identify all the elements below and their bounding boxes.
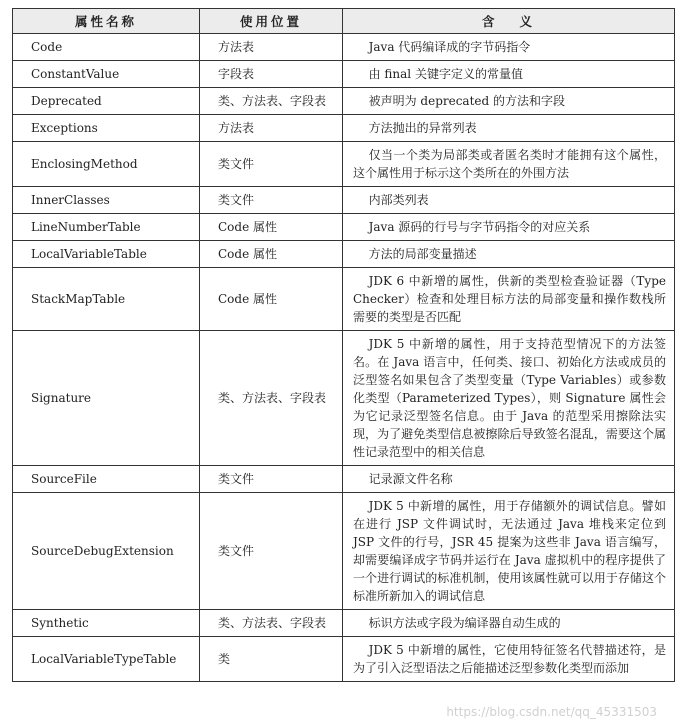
- usage-position-cell: Code 属性: [200, 214, 343, 241]
- table-row: [13, 88, 675, 115]
- meaning-cell: Java 代码编译成的字节码指令: [343, 34, 675, 61]
- meaning-cell: 由 final 关键字定义的常量值: [343, 61, 675, 88]
- usage-position-cell: Code 属性: [200, 241, 343, 268]
- table-row: [13, 142, 675, 187]
- table-row: [13, 331, 675, 466]
- usage-position-cell: 类、方法表、字段表: [200, 610, 343, 637]
- usage-position-cell: 类文件: [200, 466, 343, 493]
- table-row: [13, 214, 675, 241]
- meaning-cell: JDK 5 中新增的属性，它使用特征签名代替描述符，是为了引入泛型语法之后能描述泛型参数化类型而添加: [343, 637, 675, 682]
- attribute-table: [12, 8, 675, 682]
- header-attribute-name: 属性名称: [13, 9, 200, 34]
- attribute-name-cell: InnerClasses: [13, 187, 200, 214]
- usage-position-cell: 方法表: [200, 115, 343, 142]
- usage-position-cell: 类: [200, 637, 343, 682]
- meaning-cell: 内部类列表: [343, 187, 675, 214]
- meaning-cell: 方法抛出的异常列表: [343, 115, 675, 142]
- table-row: [13, 115, 675, 142]
- usage-position-cell: 方法表: [200, 34, 343, 61]
- meaning-cell: 仅当一个类为局部类或者匿名类时才能拥有这个属性，这个属性用于标示这个类所在的外围方法: [343, 142, 675, 187]
- meaning-cell: JDK 5 中新增的属性，用于存储额外的调试信息。譬如在进行 JSP 文件调试时，无法通过 Java 堆栈来定位到 JSP 文件的行号，JSR 45 提案为这些非 Java 语言编写，却需要编译成字节码并运行在 Java 虚拟机中的程序提供了一个进行调试的标准机制，使用该属性就可以用于存储这个标准所新加入的调试信息: [343, 493, 675, 610]
- usage-position-cell: 类文件: [200, 493, 343, 610]
- table-row: [13, 61, 675, 88]
- meaning-cell: 方法的局部变量描述: [343, 241, 675, 268]
- table-row: [13, 241, 675, 268]
- attribute-name-cell: EnclosingMethod: [13, 142, 200, 187]
- header-meaning: 含 义: [343, 9, 675, 34]
- table-row: [13, 637, 675, 682]
- usage-position-cell: 类文件: [200, 142, 343, 187]
- attribute-name-cell: Synthetic: [13, 610, 200, 637]
- watermark-url: https://blog.csdn.net/qq_45331503: [446, 705, 657, 719]
- table-row: [13, 187, 675, 214]
- table-row: [13, 466, 675, 493]
- table-row: [13, 493, 675, 610]
- meaning-cell: 记录源文件名称: [343, 466, 675, 493]
- attribute-name-cell: LocalVariableTypeTable: [13, 637, 200, 682]
- usage-position-cell: Code 属性: [200, 268, 343, 331]
- meaning-cell: Java 源码的行号与字节码指令的对应关系: [343, 214, 675, 241]
- attribute-table-container: [12, 8, 674, 682]
- meaning-cell: 标识方法或字段为编译器自动生成的: [343, 610, 675, 637]
- meaning-cell: JDK 5 中新增的属性，用于支持范型情况下的方法签名。在 Java 语言中，任何类、接口、初始化方法或成员的泛型签名如果包含了类型变量（Type Variables）或参数化类型（Parameterized Types），则 Signature 属性会为它记录泛型签名信息。由于 Java 的范型采用擦除法实现，为了避免类型信息被擦除后导致签名混乱，需要这个属性记录范型中的相关信息: [343, 331, 675, 466]
- attribute-name-cell: Deprecated: [13, 88, 200, 115]
- attribute-name-cell: LineNumberTable: [13, 214, 200, 241]
- attribute-name-cell: ConstantValue: [13, 61, 200, 88]
- attribute-name-cell: Code: [13, 34, 200, 61]
- table-row: [13, 34, 675, 61]
- header-usage-position: 使用位置: [200, 9, 343, 34]
- attribute-name-cell: SourceDebugExtension: [13, 493, 200, 610]
- attribute-name-cell: Signature: [13, 331, 200, 466]
- usage-position-cell: 类、方法表、字段表: [200, 331, 343, 466]
- attribute-name-cell: LocalVariableTable: [13, 241, 200, 268]
- meaning-cell: 被声明为 deprecated 的方法和字段: [343, 88, 675, 115]
- attribute-name-cell: SourceFile: [13, 466, 200, 493]
- table-row: [13, 268, 675, 331]
- usage-position-cell: 字段表: [200, 61, 343, 88]
- usage-position-cell: 类、方法表、字段表: [200, 88, 343, 115]
- attribute-name-cell: Exceptions: [13, 115, 200, 142]
- table-row: [13, 610, 675, 637]
- meaning-cell: JDK 6 中新增的属性，供新的类型检查验证器（Type Checker）检查和处理目标方法的局部变量和操作数栈所需要的类型是否匹配: [343, 268, 675, 331]
- table-header-row: [13, 9, 675, 34]
- usage-position-cell: 类文件: [200, 187, 343, 214]
- attribute-name-cell: StackMapTable: [13, 268, 200, 331]
